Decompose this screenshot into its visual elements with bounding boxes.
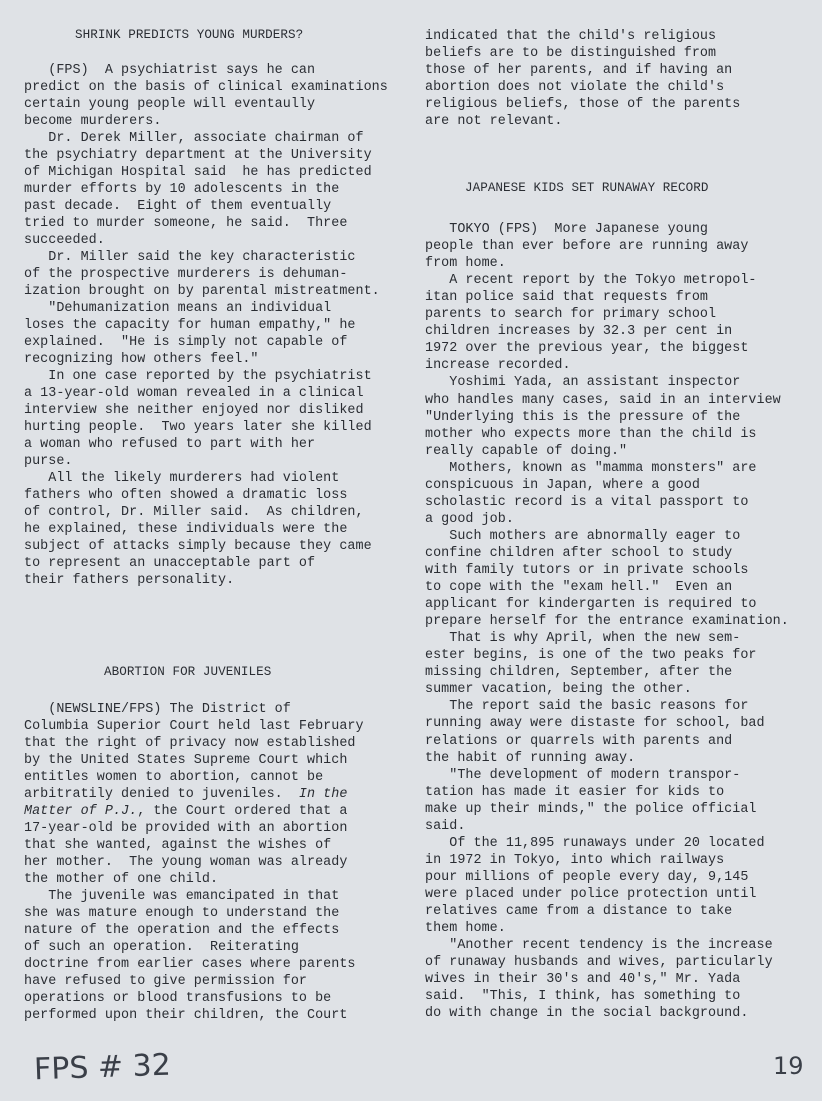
text-line: Yoshimi Yada, an assistant inspector (425, 375, 741, 391)
text-line: that the right of privacy now established (24, 736, 356, 751)
text-line: said. "This, I think, has something to (425, 989, 741, 1005)
text-line: predict on the basis of clinical examinations (24, 80, 388, 95)
text-line: a 13-year-old woman revealed in a clinical (24, 386, 364, 401)
text-line: by the United States Supreme Court which (24, 753, 348, 768)
text-line: conspicuous in Japan, where a good (425, 477, 700, 493)
text-line: were placed under police protection until (425, 886, 757, 902)
text-line: explained. "He is simply not capable of (24, 335, 348, 350)
text-line: beliefs are to be distinguished from (425, 46, 717, 61)
text-line: pour millions of people every day, 9,145 (425, 869, 749, 885)
text-line: interview she neither enjoyed nor disliked (24, 403, 364, 418)
text-line: arbitratily denied to juveniles. In the (24, 787, 348, 802)
text-line: A recent report by the Tokyo metropol- (425, 273, 757, 289)
text-line: All the likely murderers had violent (24, 471, 340, 486)
text-line: relatives came from a distance to take (425, 904, 733, 919)
text-line: he explained, these individuals were the (24, 522, 348, 537)
text-line: a good job. (425, 511, 514, 527)
text-line: that she wanted, against the wishes of (24, 838, 332, 853)
text-line: wives in their 30's and 40's," Mr. Yada (425, 972, 741, 988)
text-line: relations or quarrels with parents and (425, 733, 733, 749)
text-line: Dr. Derek Miller, associate chairman of (24, 131, 364, 146)
text-line: in 1972 in Tokyo, into which railways (425, 852, 725, 868)
text-line: to represent an unacceptable part of (24, 556, 316, 571)
text-line: subject of attacks simply because they came (24, 539, 372, 554)
text-line: the psychiatry department at the University (24, 148, 372, 163)
text-line: scholastic record is a vital passport to (425, 494, 749, 510)
text-line: certain young people will eventaully (24, 97, 316, 112)
text-line: those of her parents, and if having an (425, 63, 733, 78)
text-line: past decade. Eight of them eventually (24, 199, 332, 214)
text-line: loses the capacity for human empathy," he (24, 318, 356, 333)
text-line: mother who expects more than the child is (425, 426, 757, 442)
text-line: missing children, September, after the (425, 665, 733, 681)
text-line: to cope with the "exam hell." Even an (425, 580, 733, 596)
text-line: Matter of P.J., the Court ordered that a (24, 804, 348, 819)
handwritten-label: FPS # 32 (33, 1047, 172, 1088)
text-line: entitles women to abortion, cannot be (24, 770, 324, 785)
text-line: she was mature enough to understand the (24, 906, 340, 921)
text-line: with family tutors or in private schools (425, 563, 749, 578)
text-line: are not relevant. (425, 114, 563, 129)
text-line: "Underlying this is the pressure of the (425, 409, 741, 425)
text-line: purse. (24, 454, 73, 469)
text-line: her mother. The young woman was already (24, 855, 348, 870)
text-line: parents to search for primary school (425, 307, 717, 323)
text-line: The juvenile was emancipated in that (24, 889, 340, 904)
article-title-abortion: ABORTION FOR JUVENILES (104, 665, 272, 679)
text-line: religious beliefs, those of the parents (425, 97, 741, 112)
text-line: Columbia Superior Court held last February (24, 719, 364, 734)
text-line: itan police said that requests from (425, 290, 708, 306)
text-line: The report said the basic reasons for (425, 699, 749, 715)
text-line: their fathers personality. (24, 573, 235, 588)
text-line: hurting people. Two years later she killed (24, 420, 372, 435)
text-line: people than ever before are running away (425, 239, 749, 255)
text-line: Of the 11,895 runaways under 20 located (425, 835, 765, 851)
text-line: do with change in the social background. (425, 1006, 749, 1022)
article-title-shrink: SHRINK PREDICTS YOUNG MURDERS? (75, 28, 304, 42)
text-line: ester begins, is one of the two peaks for (425, 648, 757, 664)
text-line: "Another recent tendency is the increase (425, 938, 773, 954)
text-line: them home. (425, 921, 506, 937)
text-line: "Dehumanization means an individual (24, 301, 332, 316)
text-line: indicated that the child's religious (425, 29, 717, 44)
text-line: of such an operation. Reiterating (24, 940, 299, 955)
text-line: confine children after school to study (425, 545, 733, 561)
text-line: said. (425, 818, 466, 834)
text-line: ization brought on by parental mistreatment. (24, 284, 380, 299)
text-line: 17-year-old be provided with an abortion (24, 821, 348, 836)
article-title-japanese-kids: JAPANESE KIDS SET RUNAWAY RECORD (465, 181, 709, 195)
text-line: That is why April, when the new sem- (425, 631, 741, 647)
text-line: murder efforts by 10 adolescents in the (24, 182, 340, 197)
text-line: have refused to give permission for (24, 974, 307, 989)
text-line: Dr. Miller said the key characteristic (24, 250, 356, 265)
text-line: tried to murder someone, he said. Three (24, 216, 348, 231)
text-line: 1972 over the previous year, the biggest (425, 341, 749, 357)
text-line: doctrine from earlier cases where parents (24, 957, 356, 972)
text-line: (NEWSLINE/FPS) The District of (24, 702, 291, 717)
text-line: the mother of one child. (24, 872, 219, 887)
text-line: "The development of modern transpor- (425, 767, 741, 783)
text-line: performed upon their children, the Court (24, 1008, 348, 1023)
text-line: tation has made it easier for kids to (425, 784, 725, 800)
text-line: the habit of running away. (425, 750, 636, 766)
text-line: of control, Dr. Miller said. As children, (24, 505, 364, 520)
text-line: prepare herself for the entrance examination. (425, 614, 789, 630)
text-line: nature of the operation and the effects (24, 923, 340, 938)
text-line: applicant for kindergarten is required to (425, 597, 757, 613)
text-line: TOKYO (FPS) More Japanese young (425, 222, 708, 237)
text-line: of Michigan Hospital said he has predicted (24, 165, 372, 180)
text-line: fathers who often showed a dramatic loss (24, 488, 348, 503)
text-line: become murderers. (24, 114, 162, 129)
text-line: children increases by 32.3 per cent in (425, 324, 733, 340)
text-line: from home. (425, 256, 506, 272)
text-line: make up their minds," the police official (425, 801, 757, 817)
text-line: really capable of doing." (425, 443, 628, 459)
text-line: (FPS) A psychiatrist says he can (24, 63, 316, 78)
text-line: who handles many cases, said in an interview (425, 392, 781, 408)
text-line: recognizing how others feel." (24, 352, 259, 367)
text-line: Mothers, known as "mamma monsters" are (425, 460, 757, 476)
text-line: abortion does not violate the child's (425, 80, 725, 95)
text-line: operations or blood transfusions to be (24, 991, 332, 1006)
text-line: running away were distaste for school, bad (425, 716, 765, 732)
text-line: a woman who refused to part with her (24, 437, 316, 452)
page-number: 19 (773, 1052, 804, 1080)
text-line: increase recorded. (425, 358, 571, 374)
text-line: Such mothers are abnormally eager to (425, 528, 741, 544)
text-line: of runaway husbands and wives, particularly (425, 955, 773, 971)
text-line: of the prospective murderers is dehuman- (24, 267, 348, 282)
text-line: In one case reported by the psychiatrist (24, 369, 372, 384)
text-line: summer vacation, being the other. (425, 682, 692, 698)
text-line: succeeded. (24, 233, 105, 248)
